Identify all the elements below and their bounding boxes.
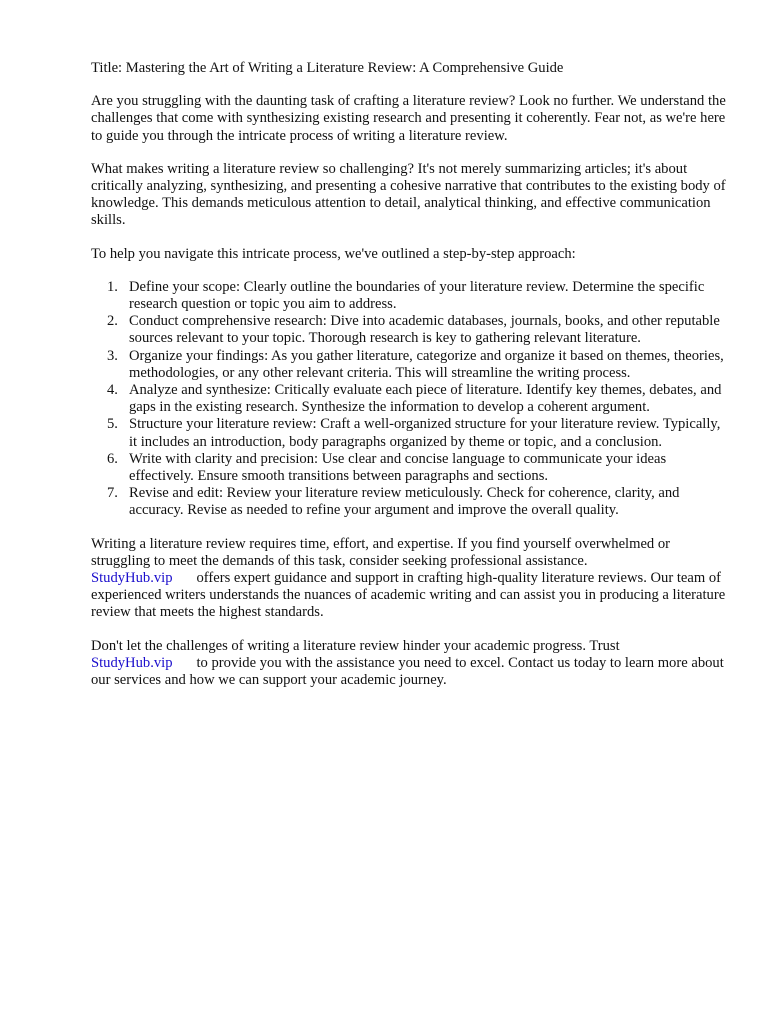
step-text: Analyze and synthesize: Critically evaluate each piece of literature. Identify key themes, debates, and gaps in the existing research. Synthesize the information to develop a coherent argument.: [129, 382, 722, 416]
step-number: 2.: [107, 313, 118, 330]
step-number: 1.: [107, 278, 118, 295]
document-title: Title: Mastering the Art of Writing a Literature Review: A Comprehensive Guide: [91, 60, 564, 76]
steps-list: [91, 279, 731, 520]
list-item: [107, 313, 731, 347]
closing-paragraph: [91, 638, 731, 690]
closing-text-before: Don't let the challenges of writing a literature review hinder your academic progress. Trust: [91, 637, 620, 654]
intro-paragraph: Are you struggling with the daunting task of crafting a literature review? Look no further. We understand the challenges that come with synthesizing existing research and presenting it coherently. Fear not, as we're here to guide you through the intricate process of writing a literature review.: [91, 93, 726, 144]
assistance-paragraph: [91, 536, 731, 622]
challenge-paragraph: What makes writing a literature review so challenging? It's not merely summarizing articles; it's about critically analyzing, synthesizing, and presenting a cohesive narrative that contributes to the existing body of knowledge. This demands meticulous attention to detail, analytical thinking, and effective communication skills.: [91, 160, 726, 229]
document-page: [91, 60, 731, 705]
step-text: Conduct comprehensive research: Dive into academic databases, journals, books, and other reputable sources relevant to your topic. Thorough research is key to gathering relevant literature.: [129, 313, 720, 347]
assistance-text-after: offers expert guidance and support in crafting high-quality literature reviews. Our team of experienced writers understands the nuances of academic writing and can assist you in producing a literature review that meets the highest standards.: [91, 570, 726, 621]
step-text: Define your scope: Clearly outline the boundaries of your literature review. Determine the specific research question or topic you aim to address.: [129, 278, 705, 313]
step-text: Structure your literature review: Craft a well-organized structure for your literature review. Typically, it includes an introduction, body paragraphs organized by theme or topic, and a conclusion.: [129, 416, 721, 450]
step-number: 7.: [107, 485, 118, 502]
list-item: [107, 416, 731, 450]
step-text: Write with clarity and precision: Use clear and concise language to communicate your ideas effectively. Ensure smooth transitions between paragraphs and sections.: [129, 450, 667, 485]
step-text: Organize your findings: As you gather literature, categorize and organize it based on themes, theories, methodologies, or any other relevant criteria. This will streamline the writing process.: [129, 347, 724, 381]
list-item: [107, 278, 731, 313]
closing-text-after: to provide you with the assistance you need to excel. Contact us today to learn more about our services and how we can support your academic journey.: [91, 654, 724, 689]
list-item: [107, 485, 731, 519]
list-item: [107, 450, 731, 485]
list-item: [107, 382, 731, 416]
step-number: 4.: [107, 382, 118, 399]
steps-intro-paragraph: To help you navigate this intricate process, we've outlined a step-by-step approach:: [91, 245, 576, 262]
step-number: 6.: [107, 450, 118, 467]
studyhub-link[interactable]: StudyHub.vip: [91, 570, 173, 587]
step-number: 5.: [107, 416, 118, 433]
step-text: Revise and edit: Review your literature review meticulously. Check for coherence, clarity, and accuracy. Revise as needed to refine your argument and improve the overall quality.: [129, 485, 680, 519]
studyhub-link[interactable]: StudyHub.vip: [91, 654, 173, 671]
assistance-text-before: Writing a literature review requires time, effort, and expertise. If you find yourself overwhelmed or struggling to meet the demands of this task, consider seeking professional assistance.: [91, 535, 671, 569]
step-number: 3.: [107, 347, 118, 364]
list-item: [107, 347, 731, 382]
